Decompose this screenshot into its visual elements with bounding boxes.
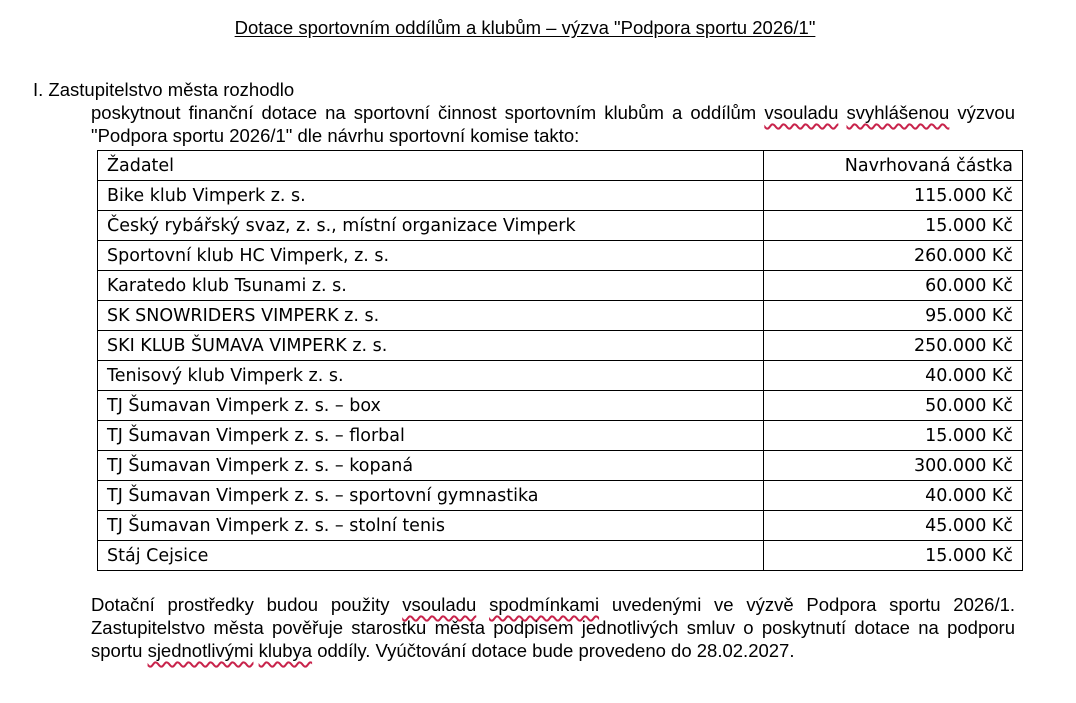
spellcheck-word-svyhlasenou[interactable]: svyhlášenou (846, 102, 950, 123)
amount-cell: 115.000 Kč (764, 181, 1023, 211)
applicant-cell: TJ Šumavan Vimperk z. s. – stolní tenis (98, 511, 764, 541)
spellcheck-word-klubya[interactable]: klubya (258, 640, 313, 661)
amount-cell: 260.000 Kč (764, 241, 1023, 271)
spellcheck-word-sjednotlivymi[interactable]: sjednotlivými (147, 640, 254, 661)
spellcheck-word-vsouladu-2[interactable]: vsouladu (402, 594, 477, 615)
table-row (98, 271, 1023, 301)
applicant-cell: SKI KLUB ŠUMAVA VIMPERK z. s. (98, 331, 764, 361)
applicant-cell: TJ Šumavan Vimperk z. s. – sportovní gymnastika (98, 481, 764, 511)
amount-cell: 40.000 Kč (764, 481, 1023, 511)
amount-cell: 15.000 Kč (764, 211, 1023, 241)
table-row (98, 331, 1023, 361)
table-row (98, 451, 1023, 481)
applicant-cell: Bike klub Vimperk z. s. (98, 181, 764, 211)
applicant-cell: Stáj Cejsice (98, 541, 764, 571)
table-row (98, 181, 1023, 211)
table-row (98, 481, 1023, 511)
applicant-cell: Sportovní klub HC Vimperk, z. s. (98, 241, 764, 271)
outro-text-3: oddíly. Vyúčtování dotace bude provedeno do 28.02.2027. (312, 640, 795, 661)
table-header-row (98, 151, 1023, 181)
table-row (98, 541, 1023, 571)
amount-cell: 45.000 Kč (764, 511, 1023, 541)
table-row (98, 361, 1023, 391)
amount-cell: 95.000 Kč (764, 301, 1023, 331)
table-row (98, 421, 1023, 451)
amount-cell: 300.000 Kč (764, 451, 1023, 481)
outro-space-1 (476, 594, 489, 615)
section-heading: I. Zastupitelstvo města rozhodlo (33, 79, 295, 100)
table-row (98, 511, 1023, 541)
intro-text-1: poskytnout finanční dotace na sportovní činnost sportovním klubům a oddílům (91, 102, 765, 123)
applicant-cell: TJ Šumavan Vimperk z. s. – kopaná (98, 451, 764, 481)
spellcheck-word-spodminkami[interactable]: spodmínkami (489, 594, 600, 615)
amount-cell: 60.000 Kč (764, 271, 1023, 301)
table-row (98, 391, 1023, 421)
intro-text-2: výzvou "Podpora sportu 2026/1" dle návrhu sportovní komise takto: (91, 102, 1016, 146)
table-row (98, 301, 1023, 331)
applicant-cell: Český rybářský svaz, z. s., místní organizace Vimperk (98, 211, 764, 241)
amount-cell: 15.000 Kč (764, 541, 1023, 571)
document-title (0, 16, 1050, 40)
applicant-cell: TJ Šumavan Vimperk z. s. – box (98, 391, 764, 421)
applicant-cell: TJ Šumavan Vimperk z. s. – florbal (98, 421, 764, 451)
document-title-text: Dotace sportovním oddílům a klubům – výzva "Podpora sportu 2026/1" (234, 17, 816, 38)
amount-cell: 50.000 Kč (764, 391, 1023, 421)
grants-table (97, 150, 1023, 571)
column-header-applicant: Žadatel (98, 151, 764, 181)
applicant-cell: SK SNOWRIDERS VIMPERK z. s. (98, 301, 764, 331)
amount-cell: 250.000 Kč (764, 331, 1023, 361)
applicant-cell: Tenisový klub Vimperk z. s. (98, 361, 764, 391)
outro-paragraph (91, 593, 1015, 662)
amount-cell: 40.000 Kč (764, 361, 1023, 391)
intro-paragraph (91, 101, 1015, 147)
outro-text-1: Dotační prostředky budou použity (91, 594, 403, 615)
table-row (98, 211, 1023, 241)
column-header-amount: Navrhovaná částka (764, 151, 1023, 181)
spellcheck-word-vsouladu[interactable]: vsouladu (764, 102, 839, 123)
applicant-cell: Karatedo klub Tsunami z. s. (98, 271, 764, 301)
amount-cell: 15.000 Kč (764, 421, 1023, 451)
outro-text-2: uvedenými ve výzvě Podpora sportu 2026/1. Zastupitelstvo města pověřuje starostku města podpisem jednotlivých smluv o poskytnutí dotace na podporu sportu (91, 594, 1016, 661)
table-row (98, 241, 1023, 271)
